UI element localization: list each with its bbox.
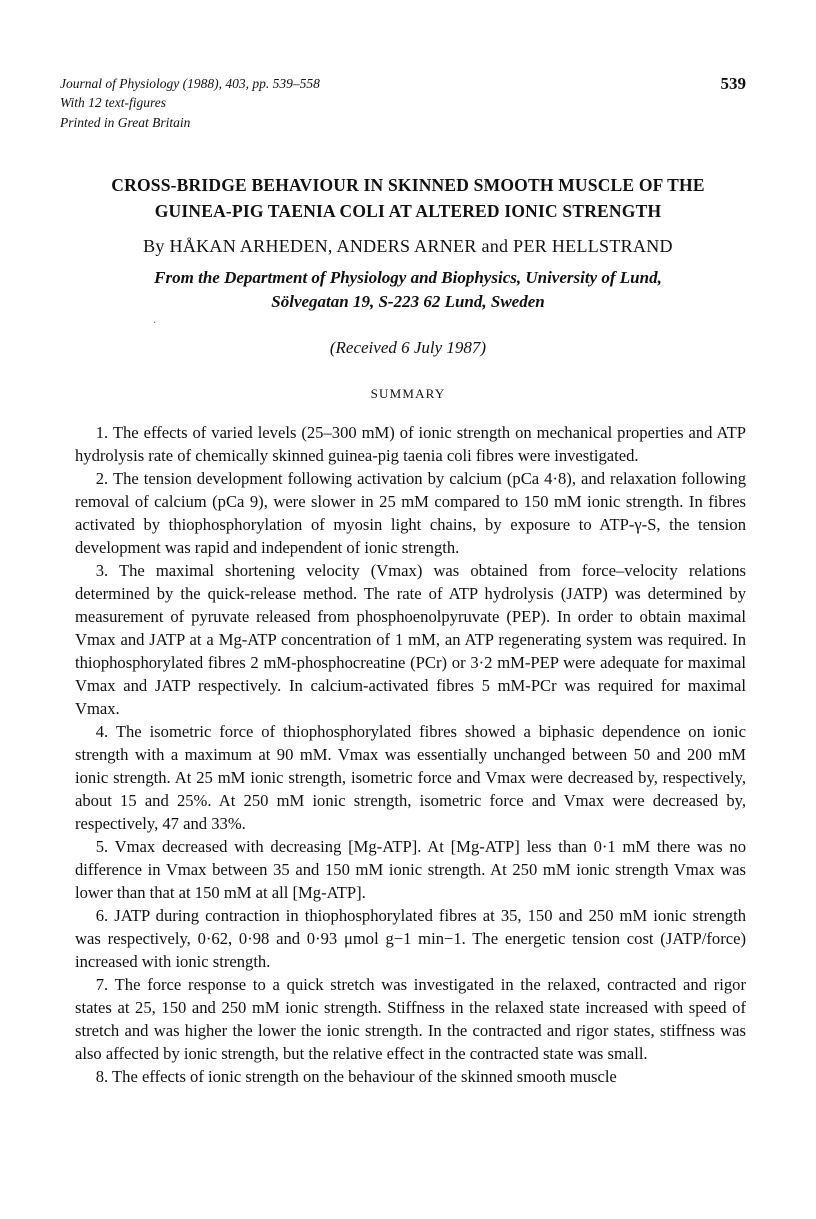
print-speck: · [153, 318, 157, 329]
title-line-2: GUINEA-PIG TAENIA COLI AT ALTERED IONIC STRENGTH [154, 201, 662, 221]
summary-paragraph-3: 3. The maximal shortening velocity (Vmax) was obtained from force–velocity relations determined by the quick-release method. The rate of ATP hydrolysis (JATP) was determined by measurement of pyruvate released from phosphoenolpyruvate (PEP). In order to obtain maximal Vmax and JATP at a Mg-ATP concentration of 1 mM, an ATP regenerating system was required. In thiophosphorylated fibres 2 mM-phosphocreatine (PCr) or 3·2 mM-PEP were adequate for maximal Vmax and JATP respectively. In calcium-activated fibres 5 mM-PCr was required for maximal Vmax. [75, 561, 746, 718]
affiliation-line-1: From the Department of Physiology and Biophysics, University of Lund, [154, 268, 662, 287]
summary-paragraph-6: 6. JATP during contraction in thiophosphorylated fibres at 35, 150 and 250 mM ionic strength was respectively, 0·62, 0·98 and 0·93 μmol g−1 min−1. The energetic tension cost (JATP/force) increased with ionic strength. [75, 906, 746, 971]
summary-paragraph-5: 5. Vmax decreased with decreasing [Mg-ATP]. At [Mg-ATP] less than 0·1 mM there was no difference in Vmax between 35 and 150 mM ionic strength. At 250 mM ionic strength Vmax was lower than that at 150 mM at all [Mg-ATP]. [75, 837, 746, 902]
summary-paragraph-2: 2. The tension development following activation by calcium (pCa 4·8), and relaxation following removal of calcium (pCa 9), were slower in 25 mM compared to 150 mM ionic strength. In fibres activated by thiophosphorylation of myosin light chains, by exposure to ATP-γ-S, the tension development was rapid and independent of ionic strength. [75, 469, 746, 557]
affiliation-line-2: Sölvegatan 19, S-223 62 Lund, Sweden [271, 292, 545, 311]
figures-note: With 12 text-figures [60, 95, 166, 110]
summary-paragraph-1: 1. The effects of varied levels (25–300 mM) of ionic strength on mechanical properties and ATP hydrolysis rate of chemically skinned guinea-pig taenia coli fibres were investigated. [75, 423, 746, 465]
affiliation [40, 266, 776, 314]
page-number: 539 [720, 74, 746, 93]
summary-heading: SUMMARY [370, 386, 446, 401]
summary-paragraph-7: 7. The force response to a quick stretch was investigated in the relaxed, contracted and rigor states at 25, 150 and 250 mM ionic strength. Stiffness in the relaxed state increased with speed of stretch and was higher the lower the ionic strength. In the contracted and rigor states, stiffness was also affected by ionic strength, but the relative effect in the contracted state was small. [75, 975, 746, 1063]
journal-citation: Journal of Physiology (1988), 403, pp. 539–558 [60, 76, 320, 91]
received-date: (Received 6 July 1987) [329, 338, 487, 357]
printed-note: Printed in Great Britain [60, 115, 191, 130]
article-title [40, 172, 776, 224]
summary-paragraph-8: 8. The effects of ionic strength on the behaviour of the skinned smooth muscle [95, 1067, 617, 1086]
summary-paragraph-4: 4. The isometric force of thiophosphorylated fibres showed a biphasic dependence on ionic strength with a maximum at 90 mM. Vmax was essentially unchanged between 50 and 200 mM ionic strength. At 25 mM ionic strength, isometric force and Vmax were decreased by, respectively, about 15 and 25%. At 250 mM ionic strength, isometric force and Vmax were decreased by, respectively, 47 and 33%. [75, 722, 746, 833]
title-line-1: CROSS-BRIDGE BEHAVIOUR IN SKINNED SMOOTH MUSCLE OF THE [111, 175, 705, 195]
summary-body [75, 421, 746, 1088]
author-line: By HÅKAN ARHEDEN, ANDERS ARNER and PER HELLSTRAND [143, 236, 673, 256]
